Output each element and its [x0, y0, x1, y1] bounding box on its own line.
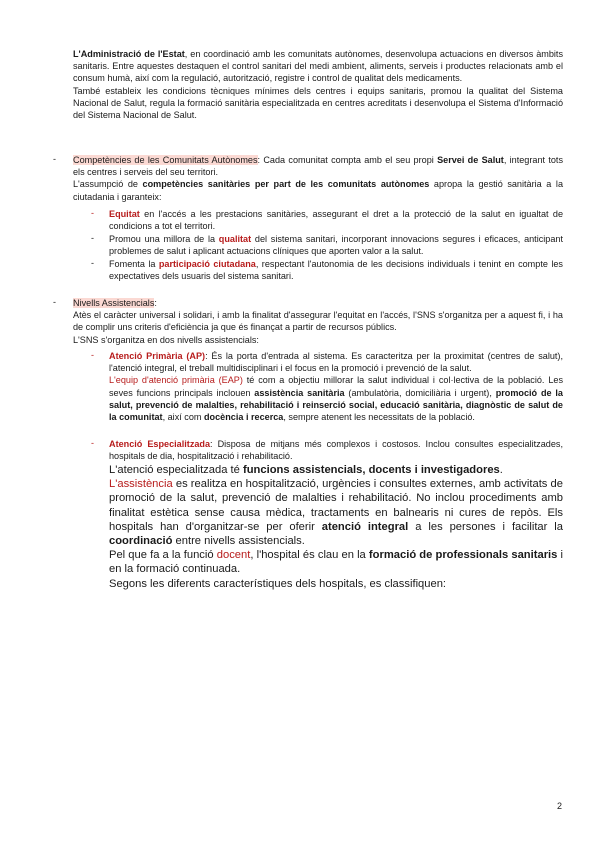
- ap-paragraph: Atenció Primària (AP): És la porta d'entrada al sistema. Es caracteritza per la proximitat (centres de salut), l'atenció integral, el treball multidisciplinari i el focus en la promoció i prevenció de la salut. L'equip d'atenció primària (EAP) té com a objectiu millorar la salut individual i col·lectiva de la població. Les seves funcions principals inclouen assistència sanitària (ambulatòria, domiciliària i urgent), promoció de la salut, prevenció de malalties, rehabilitació i reinserció social, educació sanitària, diagnòstic de salut de la comunitat, així com docència i recerca, sempre atenent les necessitats de la població.: [109, 351, 563, 423]
- ca-paragraph: Competències de les Comunitats Autònomes: Cada comunitat compta amb el seu propi Servei de Salut, integrant tots els centres i serveis del seu territori. L'assumpció de competències sanitàries per part de les comunitats autònomes apropa la gestió sanitària a la ciutadania i garanteix:: [73, 155, 564, 202]
- page-number: 2: [557, 801, 563, 811]
- ae-bullet: -: [91, 438, 94, 448]
- ae-term: Atenció Especialitzada: [109, 439, 211, 449]
- ap-bullet: -: [91, 350, 94, 360]
- ae-functions: L'atenció especialitzada té funcions assistencials, docents i investigadores. L'assistència es realitza en hospitalització, urgències i consultes externes, amb activitats de promoció de la salut, prevenció de malalties i rehabilitació. No inclou procediments amb finalitat estètica sense causa mèdica, tractaments en balnearis ni cures de repòs. Els hospitals han d'organitzar-se per oferir atenció integral a les persones i facilitar la coordinació entre nivells assistencials. Pel que fa a la funció docent, l'hospital és clau en la formació de professionals sanitaris i en la formació continuada. Segons les diferents característiques dels hospitals, es classifiquen:: [109, 464, 564, 590]
- ca-item-bullet: -: [91, 233, 94, 243]
- estat-term: L'Administració de l'Estat: [73, 49, 185, 59]
- eap-term: L'equip d'atenció primària (EAP): [109, 375, 243, 386]
- docent-term: docent: [216, 549, 251, 562]
- na-heading: Nivells Assistencials: [73, 298, 155, 308]
- assistencia-term: L'assistència: [109, 478, 173, 491]
- ca-item-bullet: -: [91, 258, 94, 268]
- ca-item-equitat: Equitat en l'accés a les prestacions sanitàries, assegurant el dret a la protecció de la salut en igualtat de condicions a tot el territori.: [109, 209, 563, 232]
- na-bullet: -: [53, 297, 56, 307]
- ca-bullet: -: [53, 154, 56, 164]
- ca-item-participacio: Fomenta la participació ciutadana, respectant l'autonomia de les decisions individuals i tenint en compte les expectatives dels usuaris del sistema sanitari.: [109, 259, 563, 282]
- estat-paragraph: L'Administració de l'Estat, en coordinació amb les comunitats autònomes, desenvolupa actuacions en diversos àmbits sanitaris. Entre aquestes destaquen el control sanitari del medi ambient, aliments, serveis i productes relacionats amb el consum humà, així com la regulació, autorització, registre i control de qualitat dels medicaments. També estableix les condicions tècniques mínimes dels centres i equips sanitaris, promou la qualitat del Sistema Nacional de Salut, regula la formació sanitària especialitzada en centres acreditats i desenvolupa el Sistema d'Informació del Sistema Nacional de Salut.: [73, 49, 563, 121]
- ca-item-qualitat: Promou una millora de la qualitat del sistema sanitari, incorporant innovacions segures i eficaces, anticipant problemes de salut i aplicant actuacions clíniques que aporten valor a la salut.: [109, 234, 563, 257]
- ca-item-bullet: -: [91, 208, 94, 218]
- ca-heading: Competències de les Comunitats Autònomes: [73, 155, 258, 165]
- ap-term: Atenció Primària (AP): [109, 351, 206, 361]
- ae-paragraph: Atenció Especialitzada: Disposa de mitjans més complexos i costosos. Inclou consultes especialitzades, hospitals de dia, hospitalització i rehabilitació.: [109, 439, 563, 462]
- na-paragraph: Nivells Assistencials: Atès el caràcter universal i solidari, i amb la finalitat d'assegurar l'equitat en l'accés, l'SNS s'organitza per a aquest fi, i ha de complir uns criteris d'eficiència ja que és finançat a partir de recursos públics. L'SNS s'organitza en dos nivells assistencials:: [73, 298, 563, 345]
